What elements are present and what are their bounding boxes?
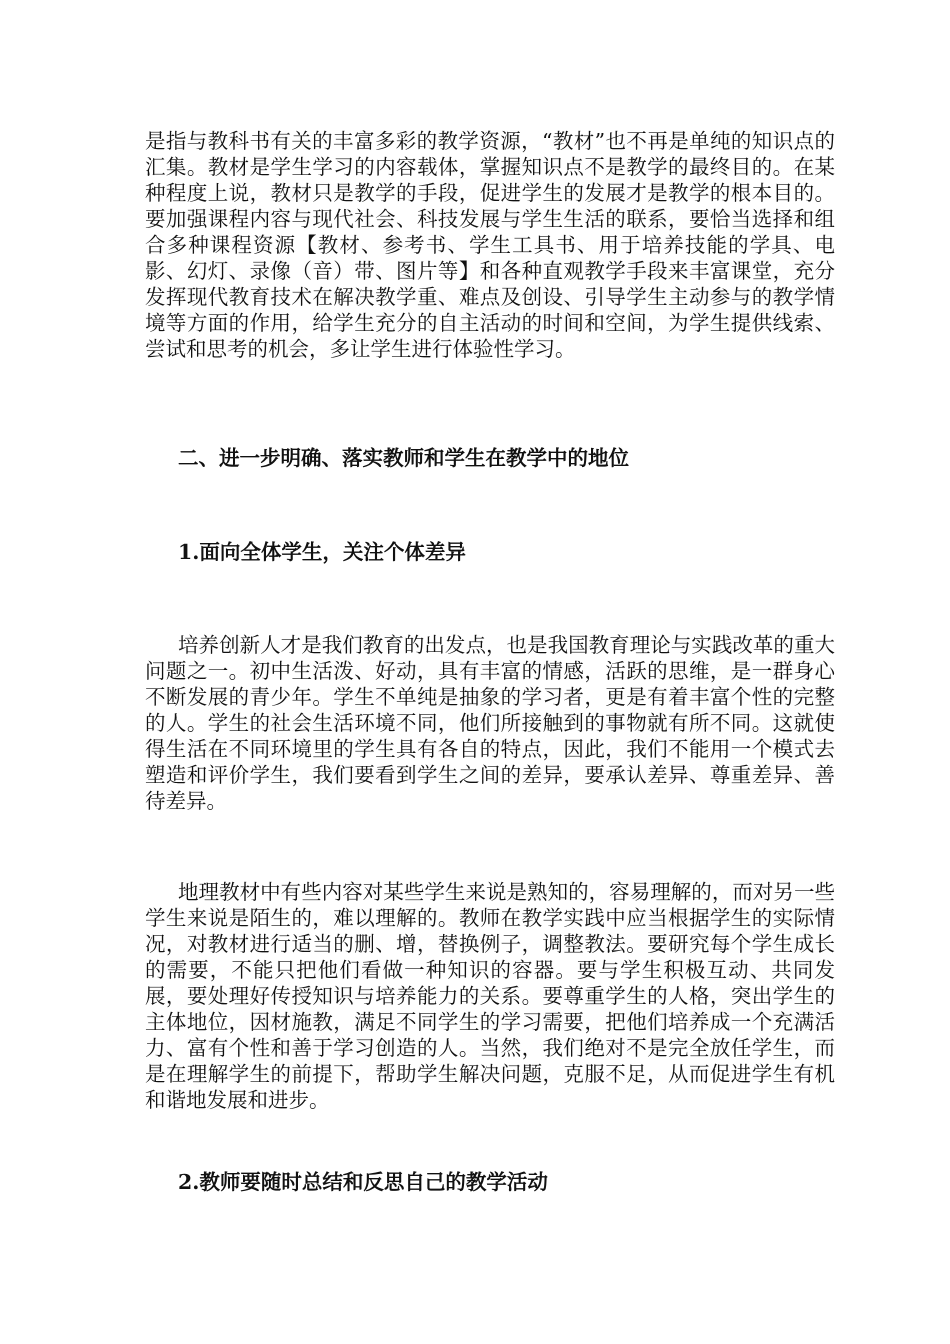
body-paragraph: 培养创新人才是我们教育的出发点，也是我国教育理论与实践改革的重大问题之一。初中生活泼、好动，具有丰富的情感，活跃的思维，是一群身心不断发展的青少年。学生不单纯是抽象的学习者，更是有着丰富个性的完整的人。学生的社会生活环境不同，他们所接触到的事物就有所不同。这就使得生活在不同环境里的学生具有各自的特点，因此，我们不能用一个模式去塑造和评价学生，我们要看到学生之间的差异，要承认差异、尊重差异、善待差异。: [145, 633, 835, 813]
subsection-heading: 2.教师要随时总结和反思自己的教学活动: [178, 1170, 548, 1194]
section-heading: 二、进一步明确、落实教师和学生在教学中的地位: [178, 446, 629, 470]
body-paragraph: 地理教材中有些内容对某些学生来说是熟知的，容易理解的，而对另一些学生来说是陌生的，难以理解的。教师在教学实践中应当根据学生的实际情况，对教材进行适当的删、增，替换例子，调整教法。要研究每个学生成长的需要，不能只把他们看做一种知识的容器。要与学生积极互动、共同发展，要处理好传授知识与培养能力的关系。要尊重学生的人格，突出学生的主体地位，因材施教，满足不同学生的学习需要，把他们培养成一个充满活力、富有个性和善于学习创造的人。当然，我们绝对不是完全放任学生，而是在理解学生的前提下，帮助学生解决问题，克服不足，从而促进学生有机和谐地发展和进步。: [145, 880, 835, 1112]
body-paragraph: 是指与教科书有关的丰富多彩的教学资源，“教材”也不再是单纯的知识点的汇集。教材是学生学习的内容载体，掌握知识点不是教学的最终目的。在某种程度上说，教材只是教学的手段，促进学生的发展才是教学的根本目的。要加强课程内容与现代社会、科技发展与学生生活的联系，要恰当选择和组合多种课程资源【教材、参考书、学生工具书、用于培养技能的学具、电影、幻灯、录像（音）带、图片等】和各种直观教学手段来丰富课堂，充分发挥现代教育技术在解决教学重、难点及创设、引导学生主动参与的教学情境等方面的作用，给学生充分的自主活动的时间和空间，为学生提供线索、尝试和思考的机会，多让学生进行体验性学习。: [145, 129, 835, 361]
subsection-heading: 1.面向全体学生，关注个体差异: [178, 540, 466, 564]
